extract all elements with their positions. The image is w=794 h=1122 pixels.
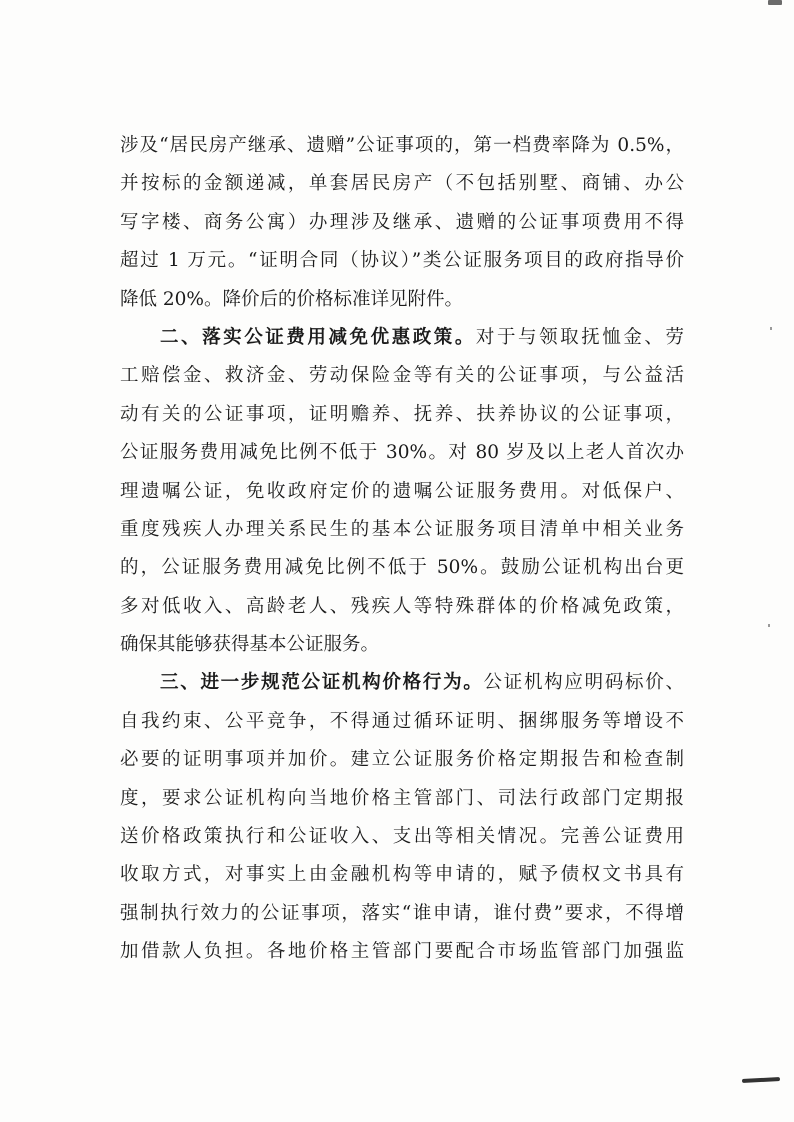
text-line: 自我约束、公平竞争，不得通过循环证明、捆绑服务等增设不 xyxy=(120,710,684,732)
text-line: 动有关的公证事项，证明赡养、抚养、扶养协议的公证事项， xyxy=(120,403,684,425)
scan-speck xyxy=(768,624,770,627)
text-line: 理遗嘱公证，免收政府定价的遗嘱公证服务费用。对低保户、 xyxy=(120,480,684,502)
text-line: 送价格政策执行和公证收入、支出等相关情况。完善公证费用 xyxy=(120,826,684,848)
text-line: 必要的证明事项并加价。建立公证服务价格定期报告和检查制 xyxy=(120,749,684,771)
text-run: 对于与领取抚恤金、劳 xyxy=(475,326,684,348)
document-body xyxy=(120,127,684,972)
text-line: 工赔偿金、救济金、劳动保险金等有关的公证事项，与公益活 xyxy=(120,365,684,387)
section-heading-2: 二、落实公证费用减免优惠政策。 xyxy=(160,326,476,348)
text-line: 的，公证服务费用减免比例不低于 50%。鼓励公证机构出台更 xyxy=(120,557,684,579)
text-line: 降低 20%。降价后的价格标准详见附件。 xyxy=(120,288,464,310)
section-3-first-line xyxy=(120,664,684,702)
text-line: 度，要求公证机构向当地价格主管部门、司法行政部门定期报 xyxy=(120,787,684,809)
text-line: 公证服务费用减免比例不低于 30%。对 80 岁及以上老人首次办 xyxy=(120,442,684,464)
scan-mark-bottom xyxy=(742,1077,780,1083)
text-line: 加借款人负担。各地价格主管部门要配合市场监管部门加强监 xyxy=(120,941,684,963)
text-line: 超过 1 万元。“证明合同（协议）”类公证服务项目的政府指导价 xyxy=(120,250,684,272)
text-line: 重度残疾人办理关系民生的基本公证服务项目清单中相关业务 xyxy=(120,518,684,540)
text-line: 写字楼、商务公寓）办理涉及继承、遗赠的公证事项费用不得 xyxy=(120,211,684,233)
text-line: 强制执行效力的公证事项，落实“谁申请，谁付费”要求，不得增 xyxy=(120,902,684,924)
text-line: 涉及“居民房产继承、遗赠”公证事项的，第一档费率降为 0.5%， xyxy=(120,135,684,156)
text-line: 并按标的金额递减，单套居民房产（不包括别墅、商铺、办公 xyxy=(120,173,684,195)
text-line: 多对低收入、高龄老人、残疾人等特殊群体的价格减免政策， xyxy=(120,595,684,617)
text-line: 收取方式，对事实上由金融机构等申请的，赋予债权文书具有 xyxy=(120,864,684,886)
section-2-first-line xyxy=(120,319,684,357)
scan-mark-top xyxy=(768,0,782,5)
section-heading-3: 三、进一步规范公证机构价格行为。 xyxy=(160,672,484,694)
text-run: 公证机构应明码标价、 xyxy=(483,672,684,694)
text-line: 确保其能够获得基本公证服务。 xyxy=(120,634,380,656)
scan-speck xyxy=(770,327,772,330)
